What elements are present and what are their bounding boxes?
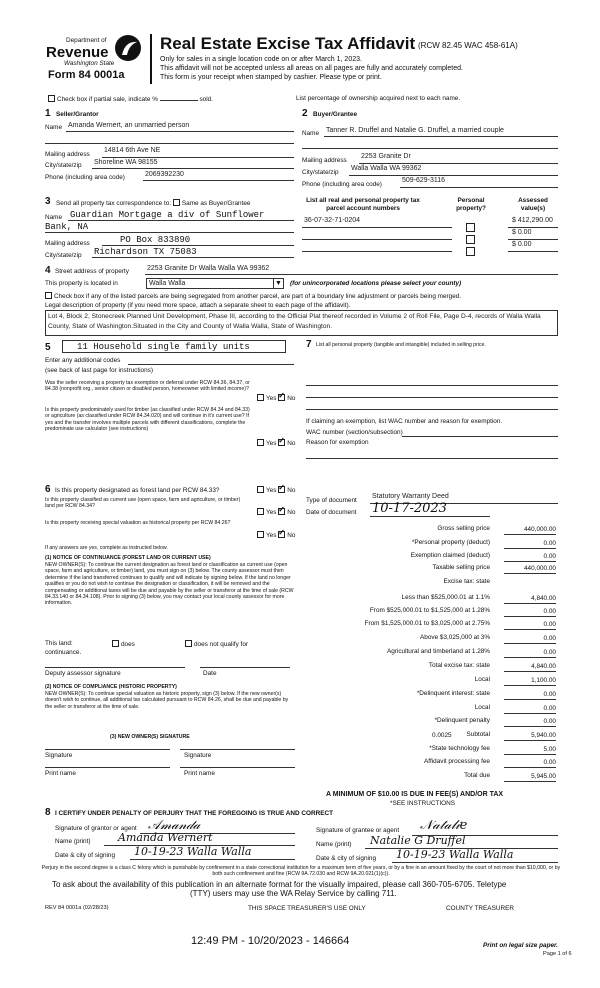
grantee-sig-label: Signature of grantee or agent: [316, 827, 400, 834]
calc-label: Excise tax: state: [443, 578, 490, 585]
no-label: No: [287, 509, 296, 516]
personal-header-2: property?: [456, 205, 486, 212]
doc-type-value[interactable]: Statutory Warranty Deed: [372, 493, 449, 500]
calc-value[interactable]: 0.00: [543, 705, 556, 712]
buyer-name-label: Name: [302, 130, 320, 137]
seller-name-value[interactable]: Amanda Wernert, an unmarried person: [68, 122, 190, 129]
calc-label: Local: [474, 676, 490, 683]
corr-addr-label: Mailing address: [45, 240, 90, 247]
parcel-3-value[interactable]: $ 0.00: [512, 241, 532, 248]
exemption-yes-checkbox[interactable]: [257, 394, 264, 401]
personal-property-label: List all personal property (tangible and intangible) included in selling price.: [316, 342, 486, 348]
deputy-date-label: Date: [203, 670, 217, 677]
parcel-1-number[interactable]: 36-07-32-71-0204: [304, 217, 361, 224]
tax-corr-row: [56, 199, 250, 207]
new-owner-sig-heading: (3) NEW OWNER(S) SIGNATURE: [110, 734, 190, 740]
calc-line: [504, 767, 556, 768]
alt-format-line2: (TTY) users may use the WA Relay Service by calling 711.: [190, 889, 397, 898]
owner-print-label-1: Print name: [45, 770, 76, 777]
buyer-phone-value[interactable]: 509-629-3116: [402, 177, 446, 184]
historic-yes-checkbox[interactable]: [257, 531, 264, 538]
grantee-date-label: Date & city of signing: [316, 855, 377, 862]
parcel-2-value[interactable]: $ 0.00: [512, 229, 532, 236]
codes-line: [128, 364, 294, 365]
calc-value[interactable]: 4,840.00: [531, 663, 556, 670]
yes-label: Yes: [266, 395, 277, 402]
current-use-yes-checkbox[interactable]: [257, 508, 264, 515]
certify-statement: I CERTIFY UNDER PENALTY OF PERJURY THAT THE FOREGOING IS TRUE AND CORRECT: [55, 810, 334, 817]
owner-print-line-2: [180, 767, 295, 768]
legal-label: Legal description of property (if you need more space, attach a separate sheet to each page of the affidavit).: [45, 302, 351, 309]
does-checkbox[interactable]: [112, 640, 119, 647]
county-treasurer: COUNTY TREASURER: [446, 905, 514, 912]
grantor-signature[interactable]: 𝒜𝓂𝒶𝓃𝒹𝒶: [148, 818, 201, 833]
corr-name-label: Name: [45, 214, 63, 221]
owner-sig-line-2: [180, 749, 295, 750]
page-title: Real Estate Excise Tax Affidavit: [160, 34, 416, 53]
buyer-name-value[interactable]: Tanner R. Druffel and Natalie G. Druffel, a married couple: [326, 127, 504, 134]
personal-property-line-2: [306, 397, 558, 398]
owner-sig-label-2: Signature: [184, 752, 212, 759]
notice-compliance-heading: (2) NOTICE OF COMPLIANCE (HISTORIC PROPERTY): [45, 684, 177, 690]
personal-header: [450, 197, 492, 213]
doc-date-value[interactable]: 10-17-2023: [372, 501, 447, 516]
deputy-sig-line: [45, 667, 185, 668]
seller-phone-line: [143, 180, 294, 181]
same-as-buyer-checkbox[interactable]: [173, 199, 180, 206]
owner-print-label-2: Print name: [184, 770, 215, 777]
calc-label: Subtotal: [466, 731, 490, 738]
parcel-2-value-line: [508, 239, 558, 240]
does-not-label: does not qualify for: [194, 641, 248, 648]
calc-value[interactable]: 440,000.00: [524, 565, 556, 572]
buyer-extra-line: [302, 148, 558, 149]
personal-property-line-1: [306, 385, 558, 386]
segregation-checkbox[interactable]: [45, 292, 52, 299]
buyer-phone-line: [400, 187, 558, 188]
calc-label: Less than $525,000.01 at 1.1%: [401, 594, 490, 601]
timber-yes-no: [257, 439, 295, 447]
grantor-name-value[interactable]: Amanda Wernert: [118, 831, 213, 844]
historic-no-checkbox[interactable]: [278, 531, 285, 538]
does-not-option: [185, 640, 248, 648]
forest-question: Is this property designated as forest land per RCW 84.33?: [55, 487, 220, 494]
calc-label: Total due: [464, 772, 490, 779]
owner-print-line-1: [45, 767, 170, 768]
continuance-label: continuance.: [45, 649, 82, 656]
header-line3: This form is your receipt when stamped by cashier. Please type or print.: [160, 74, 382, 81]
location-label: This property is located in: [45, 280, 118, 287]
calc-label: Total excise tax: state: [428, 662, 490, 669]
seller-phone-label: Phone (including area code): [45, 174, 125, 181]
current-use-yes-no: [257, 508, 295, 516]
calc-value[interactable]: 0.00: [543, 759, 556, 766]
buyer-addr-line: [359, 163, 558, 164]
grantee-date-line: [392, 862, 558, 863]
deputy-date-line: [200, 667, 290, 668]
no-label: No: [287, 532, 296, 539]
notice-continuance-text: NEW OWNER(S): To continue the current designation as forest land or classification as current use (open space, farm and agriculture, or timber) land, you must sign on (3) below. The county assessor must then determine if the land transferred continues to qualify and will indicate by signing below. If the land no longer qualifies or you do not wish to continue the designation or classification, it will be removed and the compensating or additional taxes will be due and payable by the seller or transferor at the time of sale (RCW 84.33.140 or 84.34.108). Prior to signing (3) below, you may contact your local county assessor for more information.: [45, 562, 294, 607]
calc-value[interactable]: 5,940.00: [531, 732, 556, 739]
corr-name2-line: [45, 232, 294, 233]
calc-value[interactable]: 440,000.00: [524, 526, 556, 533]
forest-yes-no: [257, 486, 295, 494]
codes-label: Enter any additional codes: [45, 357, 121, 364]
parcel-header-2: parcel account numbers: [326, 205, 400, 212]
local-rate: 0.0025: [432, 732, 452, 739]
reason-label: Reason for exemption: [306, 439, 369, 446]
partial-percent-field[interactable]: [160, 100, 198, 101]
calc-line: [504, 754, 556, 755]
timber-question: Is this property predominately used for timber (as classified under RCW 84.34 and 84.33) or agriculture (as classified under RCW 84.34.020) and will continue in it's current use? If yes and the transfer involves multiple parcels with different classifications, complete the predominate use calculator (see instructions): [45, 407, 250, 433]
alt-format-line1: To ask about the availability of this publication in an alternate format for the visually impaired, please call 360-705-6705. Teletype: [52, 880, 507, 889]
notice-continuance-heading: (1) NOTICE OF CONTINUANCE (FOREST LAND OR CURRENT USE): [45, 555, 211, 561]
dept-label: Department of: [66, 37, 107, 44]
segregation-row: [45, 292, 461, 300]
calc-line: [504, 699, 556, 700]
parcel-2-line: [302, 239, 452, 240]
section-3-number: 3: [45, 196, 51, 207]
corr-city-line: [92, 257, 294, 258]
seller-city-value[interactable]: Shoreline WA 98155: [94, 159, 158, 166]
yes-label: Yes: [266, 440, 277, 447]
section-2-number: 2: [302, 108, 308, 119]
header-line1: Only for sales in a single location code on or after March 1, 2023.: [160, 56, 362, 63]
perjury-note: Perjury in the second degree is a class C felony which is punishable by confinement in a state correctional institution for a maximum term of five years, or by a fine in an amount fixed by the court of not more than $10,000, or by both such confinement and fine (RCW 9A.72.030 and RCW 9A.20.021(1)(c)).: [41, 865, 561, 878]
yes-label: Yes: [266, 532, 277, 539]
partial-sale-label: Check box if partial sale, indicate %: [57, 96, 158, 103]
same-as-buyer-label: Same as Buyer/Grantee: [181, 200, 251, 207]
seller-city-label: City/state/zip: [45, 162, 82, 169]
calc-label: Above $3,025,000 at 3%: [420, 634, 490, 641]
parcel-3-personal-checkbox[interactable]: [466, 242, 477, 260]
calc-line: [504, 629, 556, 630]
seller-name-line: [66, 131, 294, 132]
exemption-yes-no: [257, 394, 295, 402]
parcel-header: [302, 197, 424, 213]
calc-value[interactable]: 0.00: [543, 718, 556, 725]
section-7-number: 7: [306, 339, 312, 350]
this-land-label: This land:: [45, 640, 73, 647]
grantee-signature[interactable]: 𝒩𝒶𝓉𝒶𝓁𝒾𝑒: [420, 818, 468, 833]
buyer-name-line: [324, 136, 558, 137]
header-line2: This affidavit will not be accepted unless all areas on all pages are fully and accurately completed.: [160, 65, 463, 72]
buyer-city-label: City/state/zip: [302, 169, 339, 176]
corr-addr-line: [102, 245, 294, 246]
calc-value[interactable]: 0.00: [543, 691, 556, 698]
revenue-logo-text: Revenue: [46, 44, 109, 61]
no-label: No: [287, 487, 296, 494]
calc-line: [504, 548, 556, 549]
corr-city-value[interactable]: Richardson TX 75083: [94, 247, 197, 257]
calc-label: Gross selling price: [437, 525, 490, 532]
street-line: [145, 274, 558, 275]
form-number: Form 84 0001a: [48, 69, 125, 81]
seller-heading: Seller/Grantor: [56, 111, 99, 118]
location-value: Walla Walla: [149, 280, 186, 287]
calc-label: *Delinquent penalty: [434, 717, 490, 724]
timber-yes-checkbox[interactable]: [257, 439, 264, 446]
rcw-ref: (RCW 82.45 WAC 458-61A): [418, 41, 518, 50]
calc-value[interactable]: 0.00: [543, 649, 556, 656]
seller-extra-line: [45, 143, 294, 144]
buyer-phone-label: Phone (including area code): [302, 181, 382, 188]
rev-number: REV 84 0001a (02/28/23): [45, 905, 109, 911]
tax-corr-label: Send all property tax correspondence to:: [56, 200, 172, 207]
calc-value[interactable]: 5,945.00: [531, 773, 556, 780]
calc-label: From $1,525,000.01 to $3,025,000 at 2.75%: [364, 620, 490, 627]
doc-date-line: [370, 516, 490, 517]
parcel-1-value-line: [508, 227, 558, 228]
grantee-name-value[interactable]: Natalie G Druffel: [370, 834, 466, 847]
calc-value[interactable]: 5.00: [543, 746, 556, 753]
codes-note: (see back of last page for instructions): [45, 367, 153, 374]
historic-question: Is this property receiving special valuation as historical property per RCW 84.26?: [45, 520, 231, 526]
forest-yes-checkbox[interactable]: [257, 486, 264, 493]
legal-paper-note: Print on legal size paper.: [483, 942, 558, 949]
grantor-name-label: Name (print): [55, 838, 91, 845]
ownership-note: List percentage of ownership acquired next to each name.: [296, 95, 461, 102]
seller-name-label: Name: [45, 124, 63, 131]
grantee-name-label: Name (print): [316, 841, 352, 848]
does-not-checkbox[interactable]: [185, 640, 192, 647]
calc-line: [504, 671, 556, 672]
buyer-addr-value[interactable]: 2253 Granite Dr: [361, 153, 411, 160]
doc-type-label: Type of document: [306, 497, 357, 504]
historic-yes-no: [257, 531, 295, 539]
calc-label: From $525,000.01 to $1,525,000 at 1.28%: [369, 607, 490, 614]
grantor-date-value[interactable]: 10-19-23 Walla Walla: [134, 845, 252, 858]
parcel-1-value[interactable]: $ 412,290.00: [512, 217, 553, 224]
calc-label: Agricultural and timberland at 1.28%: [386, 648, 490, 655]
calc-value[interactable]: 0.00: [543, 635, 556, 642]
calc-value[interactable]: 0.00: [543, 621, 556, 628]
wac-label: WAC number (section/subsection): [306, 429, 403, 436]
doc-date-label: Date of document: [306, 509, 357, 516]
legal-description-value: Lot 4, Block 2, Stonecreek Planned Unit Development, Phase III, according to the Official Plat thereof recorded in Volume 2 of Roll File, Page D-4, records of Walla Walla County, State of Washington.Situated in the City and County of Walla Walla, State of Washington.: [48, 313, 541, 330]
calc-line: [504, 781, 556, 782]
corr-name-value-1[interactable]: Guardian Mortgage a div of Sunflower: [70, 210, 265, 220]
page-number: Page 1 of 6: [543, 951, 572, 957]
calc-line: [504, 657, 556, 658]
buyer-city-line: [349, 175, 558, 176]
street-label: Street address of property: [55, 268, 129, 275]
calc-label: Affidavit processing fee: [424, 758, 490, 765]
calc-label: Exemption claimed (deduct): [410, 552, 490, 559]
location-note: (for unincorporated locations please select your county): [290, 280, 462, 287]
corr-addr-value[interactable]: PO Box 833890: [120, 235, 191, 245]
section-8-number: 8: [45, 807, 51, 818]
section-4-number: 4: [45, 265, 51, 276]
calc-line: [504, 603, 556, 604]
calc-value[interactable]: 0.00: [543, 540, 556, 547]
chevron-down-icon[interactable]: ▼: [273, 279, 283, 288]
land-use-code-field[interactable]: [62, 340, 286, 353]
partial-sale-checkbox[interactable]: [48, 95, 55, 102]
owner-sig-line-1: [45, 749, 170, 750]
current-use-question: Is this property classified as current use (open space, farm and agriculture, or timber) land per RCW 84.34?: [45, 497, 241, 510]
calc-label: *Delinquent interest: state: [416, 690, 490, 697]
calc-line: [504, 740, 556, 741]
timber-no-checkbox[interactable]: [278, 439, 285, 446]
calc-line: [504, 534, 556, 535]
section-6-number: 6: [45, 484, 51, 495]
legal-description-field[interactable]: [45, 310, 558, 336]
state-label: Washington State: [64, 60, 115, 67]
partial-sale-row: [48, 95, 213, 103]
land-use-code-value: 11 Household single family units: [77, 342, 250, 352]
no-label: No: [287, 440, 296, 447]
seller-addr-value[interactable]: 14814 6th Ave NE: [104, 147, 161, 154]
personal-header-1: Personal: [457, 197, 485, 204]
calc-label: Local: [474, 704, 490, 711]
personal-property-line-3: [306, 409, 558, 410]
assessed-header-2: value(s): [520, 205, 546, 212]
calc-line: [504, 561, 556, 562]
exemption-claim-label: If claiming an exemption, list WAC number and reason for exemption.: [306, 418, 503, 425]
corr-name-value-2[interactable]: Bank, NA: [45, 222, 89, 232]
exemption-question: Was the seller receiving a property tax exemption or deferral under RCW 84.36, 84.37, or 84.38 (nonprofit org., senior citizen or disabled person, homeowner with limited income)?: [45, 380, 250, 393]
corr-name-line: [68, 220, 294, 221]
grantor-date-label: Date & city of signing: [55, 852, 116, 859]
calc-line: [504, 726, 556, 727]
grantor-date-line: [130, 859, 295, 860]
location-select[interactable]: [146, 278, 284, 289]
calc-value[interactable]: 0.00: [543, 553, 556, 560]
calc-label: *Personal property (deduct): [411, 539, 490, 546]
reason-line: [306, 458, 558, 459]
calc-line: [504, 616, 556, 617]
segregation-label: Check box if any of the listed parcels are being segregated from another parcel, are part of a boundary line adjustment or parcels being merged.: [54, 293, 462, 300]
wac-line: [402, 436, 558, 437]
deputy-sig-label: Deputy assessor signature: [45, 670, 121, 677]
parcel-3-line: [302, 251, 452, 252]
section-1-number: 1: [45, 108, 51, 119]
current-use-no-checkbox[interactable]: [278, 508, 285, 515]
seller-addr-label: Mailing address: [45, 151, 90, 158]
seller-addr-line: [102, 157, 294, 158]
see-instructions: *SEE INSTRUCTIONS: [390, 800, 455, 807]
treasurer-use-only: THIS SPACE TREASURER'S USE ONLY: [248, 905, 366, 912]
no-label: No: [287, 395, 296, 402]
grantor-sig-label: Signature of grantor or agent: [55, 825, 137, 832]
sold-label: sold.: [199, 96, 213, 103]
calc-line: [504, 713, 556, 714]
minimum-due-note: A MINIMUM OF $10.00 IS DUE IN FEE(S) AND/OR TAX: [326, 791, 504, 798]
calc-label: Taxable selling price: [432, 564, 490, 571]
calc-value[interactable]: 0.00: [543, 608, 556, 615]
forest-no-checkbox[interactable]: [278, 486, 285, 493]
calc-line: [504, 643, 556, 644]
header-divider: [150, 34, 152, 84]
does-option: [112, 640, 135, 648]
buyer-heading: Buyer/Grantee: [313, 111, 358, 118]
yes-label: Yes: [266, 509, 277, 516]
calc-line: [504, 573, 556, 574]
assessed-header-1: Assessed: [518, 197, 548, 204]
does-label: does: [121, 641, 135, 648]
received-stamp: 12:49 PM - 10/20/2023 - 146664: [191, 935, 350, 947]
buyer-city-value[interactable]: Walla Walla WA 99362: [351, 165, 422, 172]
buyer-addr-label: Mailing address: [302, 157, 347, 164]
exemption-no-checkbox[interactable]: [278, 394, 285, 401]
calc-value[interactable]: 1,100.00: [531, 677, 556, 684]
yes-label: Yes: [266, 487, 277, 494]
if-yes-note: If any answers are yes, complete as instructed below.: [45, 545, 168, 551]
parcel-1-line: [302, 227, 452, 228]
street-value[interactable]: 2253 Granite Dr Walla Walla WA 99362: [147, 265, 270, 272]
calc-line: [504, 685, 556, 686]
assessed-header: [508, 197, 558, 213]
notice-compliance-text: NEW OWNER(S): To continue special valuation as historic property, sign (3) below. If the new owner(s) doesn't wish to continue, all additional tax calculated pursuant to RCW 84.26, shall be due and payable by the seller or transferor at the time of sale.: [45, 691, 289, 710]
owner-sig-label-1: Signature: [45, 752, 73, 759]
grantee-date-value[interactable]: 10-19-23 Walla Walla: [396, 848, 514, 861]
parcel-3-value-line: [508, 251, 558, 252]
section-5-number: 5: [45, 342, 51, 353]
dor-logo-icon: [113, 33, 143, 63]
calc-label: *State technology fee: [429, 745, 490, 752]
parcel-header-1: List all real and personal property tax: [306, 197, 420, 204]
seller-phone-value[interactable]: 2069392230: [145, 171, 184, 178]
calc-value[interactable]: 4,840.00: [531, 595, 556, 602]
seller-city-line: [92, 168, 294, 169]
corr-city-label: City/state/zip: [45, 252, 82, 259]
